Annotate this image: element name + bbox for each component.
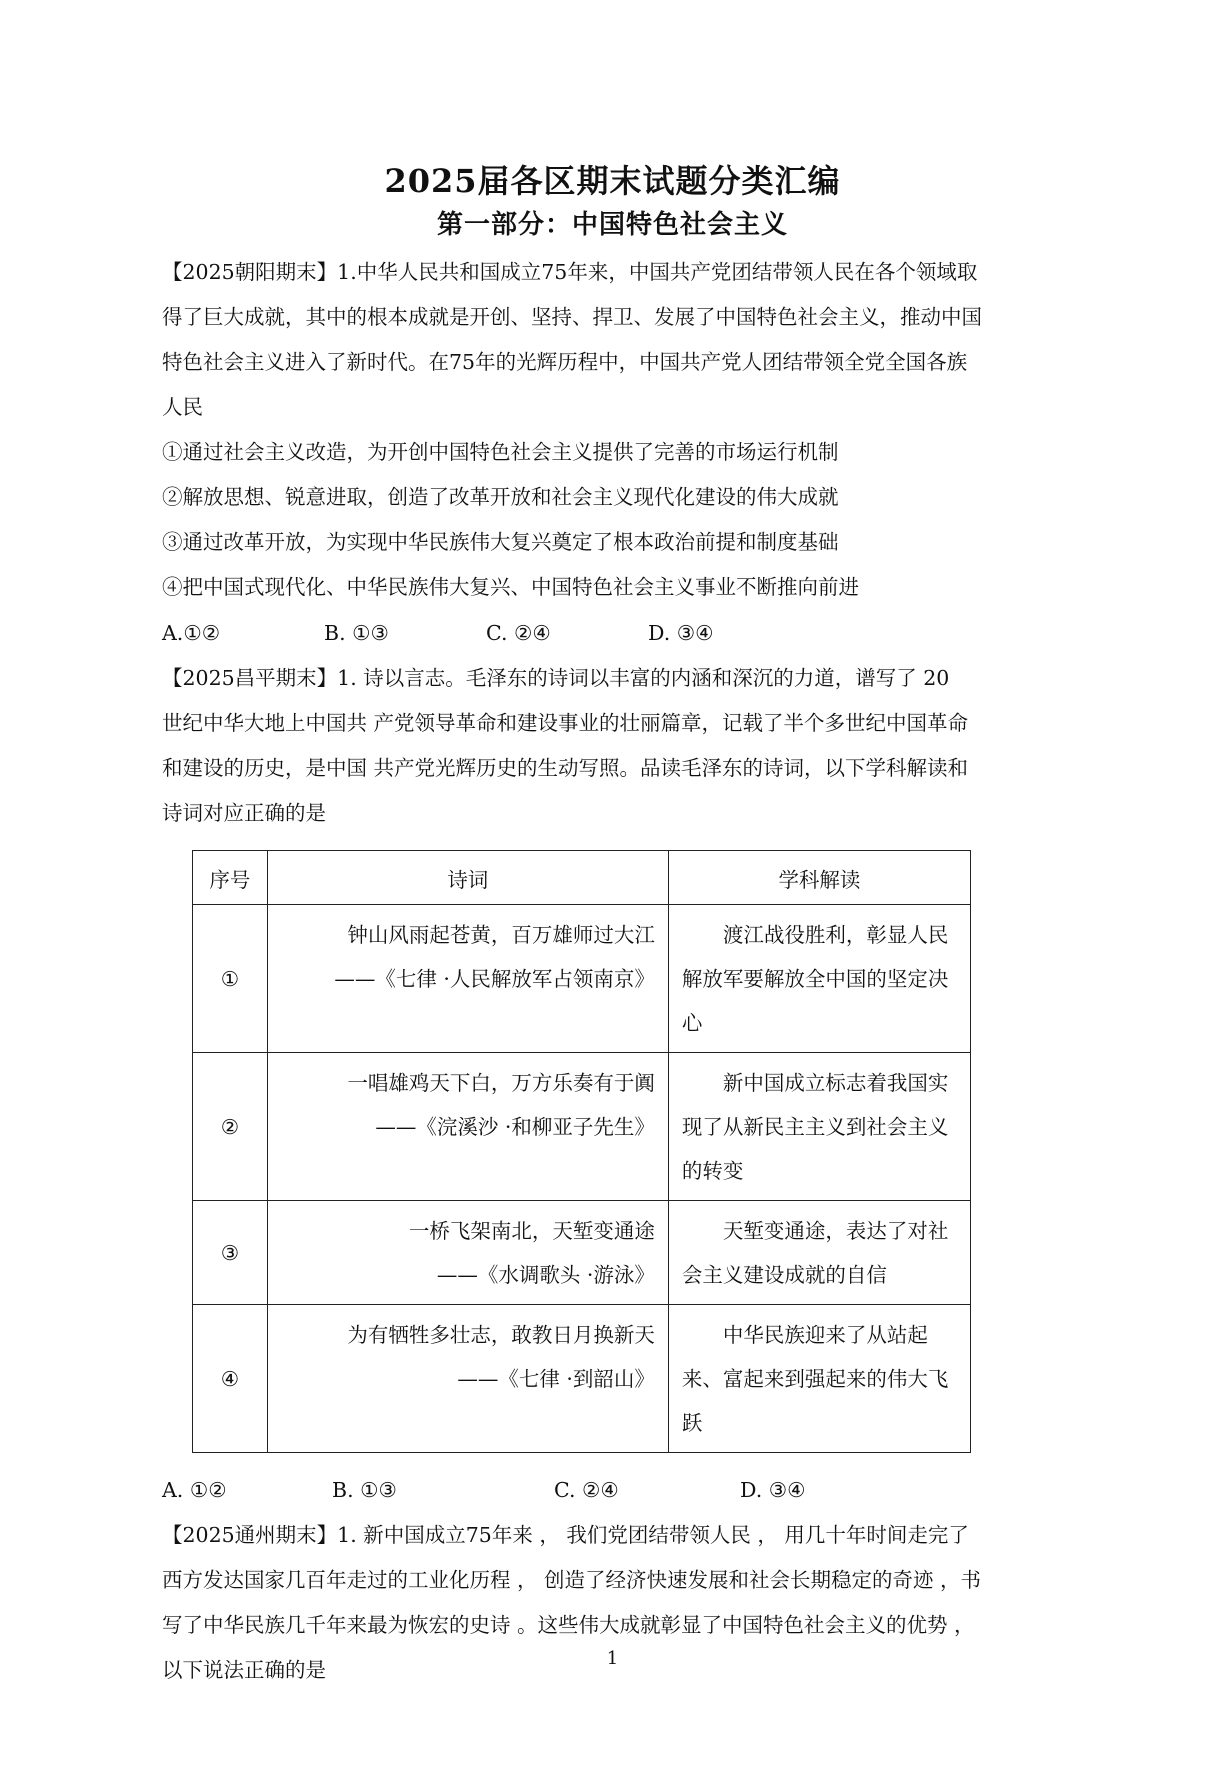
interpretation-text: 新中国成立标志着我国实现了从新民主主义到社会主义的转变	[681, 1071, 949, 1183]
question-text-line: 【2025通州期末】1. 新中国成立75年来 ， 我们党团结带领人民 ， 用几十年时间走完了	[162, 1523, 969, 1547]
interpretation-text: 中华民族迎来了从站起来、富起来到强起来的伟大飞跃	[681, 1323, 949, 1435]
statement-item: ④把中国式现代化、中华民族伟大复兴、中国特色社会主义事业不断推向前进	[162, 575, 859, 599]
table-row	[193, 1305, 971, 1453]
header-no: 序号	[193, 851, 268, 905]
answer-options	[162, 1467, 1062, 1513]
row-number: ②	[193, 1053, 268, 1201]
table-row	[193, 1201, 971, 1305]
header-poem: 诗词	[267, 851, 668, 905]
row-number: ③	[193, 1201, 268, 1305]
question-text-line: 以下说法正确的是	[162, 1658, 326, 1682]
option-b: B. ①③	[332, 1478, 397, 1502]
poem-line: 一桥飞架南北，天堑变通途	[408, 1219, 655, 1243]
option-c: C. ②④	[554, 1478, 619, 1502]
option-a: A.①②	[162, 621, 221, 645]
poem-source: ——《浣溪沙 ·和柳亚子先生》	[375, 1115, 655, 1139]
question-chaoyang	[162, 250, 1062, 656]
poem-cell	[267, 1201, 668, 1305]
answer-options	[162, 610, 1062, 656]
poem-line: 一唱雄鸡天下白，万方乐奏有于阗	[347, 1071, 655, 1095]
question-text-line: 世纪中华大地上中国共 产党领导革命和建设事业的壮丽篇章，记载了半个多世纪中国革命	[162, 711, 969, 735]
question-text-line: 西方发达国家几百年走过的工业化历程 ， 创造了经济快速发展和社会长期稳定的奇迹 ，书	[162, 1568, 982, 1592]
interpretation-text: 渡江战役胜利，彰显人民解放军要解放全中国的坚定决心	[681, 923, 949, 1035]
table-row	[193, 905, 971, 1053]
poem-cell	[267, 1305, 668, 1453]
row-number: ①	[193, 905, 268, 1053]
option-b: B. ①③	[324, 621, 389, 645]
content	[162, 250, 1062, 1693]
statement-item: ②解放思想、锐意进取，创造了改革开放和社会主义现代化建设的伟大成就	[162, 485, 839, 509]
statement-item: ①通过社会主义改造，为开创中国特色社会主义提供了完善的市场运行机制	[162, 440, 839, 464]
page-number: 1	[606, 1648, 619, 1669]
row-number: ④	[193, 1305, 268, 1453]
option-d: D. ③④	[648, 621, 714, 645]
option-c: C. ②④	[486, 621, 551, 645]
poem-cell	[267, 1053, 668, 1201]
question-changping	[162, 656, 1062, 1513]
question-text-line: 和建设的历史，是中国 共产党光辉历史的生动写照。品读毛泽东的诗词，以下学科解读和	[162, 756, 969, 780]
question-text-line: 【2025昌平期末】1. 诗以言志。毛泽东的诗词以丰富的内涵和深沉的力道，谱写了 20	[162, 666, 950, 690]
interpretation-cell	[668, 1053, 970, 1201]
poem-table	[192, 850, 971, 1453]
table-row	[193, 1053, 971, 1201]
interpretation-cell	[668, 1305, 970, 1453]
question-text-line: 诗词对应正确的是	[162, 801, 326, 825]
interpretation-cell	[668, 1201, 970, 1305]
statement-item: ③通过改革开放，为实现中华民族伟大复兴奠定了根本政治前提和制度基础	[162, 530, 839, 554]
option-d: D. ③④	[740, 1478, 806, 1502]
question-text-line: 【2025朝阳期末】1.中华人民共和国成立75年来，中国共产党团结带领人民在各个领域取	[162, 260, 978, 284]
table-header-row	[193, 851, 971, 905]
question-text-line: 写了中华民族几千年来最为恢宏的史诗 。这些伟大成就彰显了中国特色社会主义的优势 ，	[162, 1613, 975, 1637]
poem-source: ——《七律 ·人民解放军占领南京》	[334, 967, 655, 991]
poem-cell	[267, 905, 668, 1053]
poem-line: 钟山风雨起苍黄，百万雄师过大江	[347, 923, 655, 947]
poem-source: ——《水调歌头 ·游泳》	[436, 1263, 655, 1287]
page-title: 2025届各区期末试题分类汇编	[384, 162, 841, 200]
poem-source: ——《七律 ·到韶山》	[457, 1367, 655, 1391]
poem-line: 为有牺牲多壮志，敢教日月换新天	[347, 1323, 655, 1347]
question-text-line: 得了巨大成就，其中的根本成就是开创、坚持、捍卫、发展了中国特色社会主义，推动中国	[162, 305, 982, 329]
question-text-line: 人民	[162, 395, 203, 419]
section-title: 第一部分：中国特色社会主义	[436, 210, 788, 240]
question-text-line: 特色社会主义进入了新时代。在75年的光辉历程中，中国共产党人团结带领全党全国各族	[162, 350, 968, 374]
interpretation-cell	[668, 905, 970, 1053]
interpretation-text: 天堑变通途，表达了对社会主义建设成就的自信	[681, 1219, 949, 1287]
header-interpretation: 学科解读	[668, 851, 970, 905]
option-a: A. ①②	[162, 1478, 227, 1502]
